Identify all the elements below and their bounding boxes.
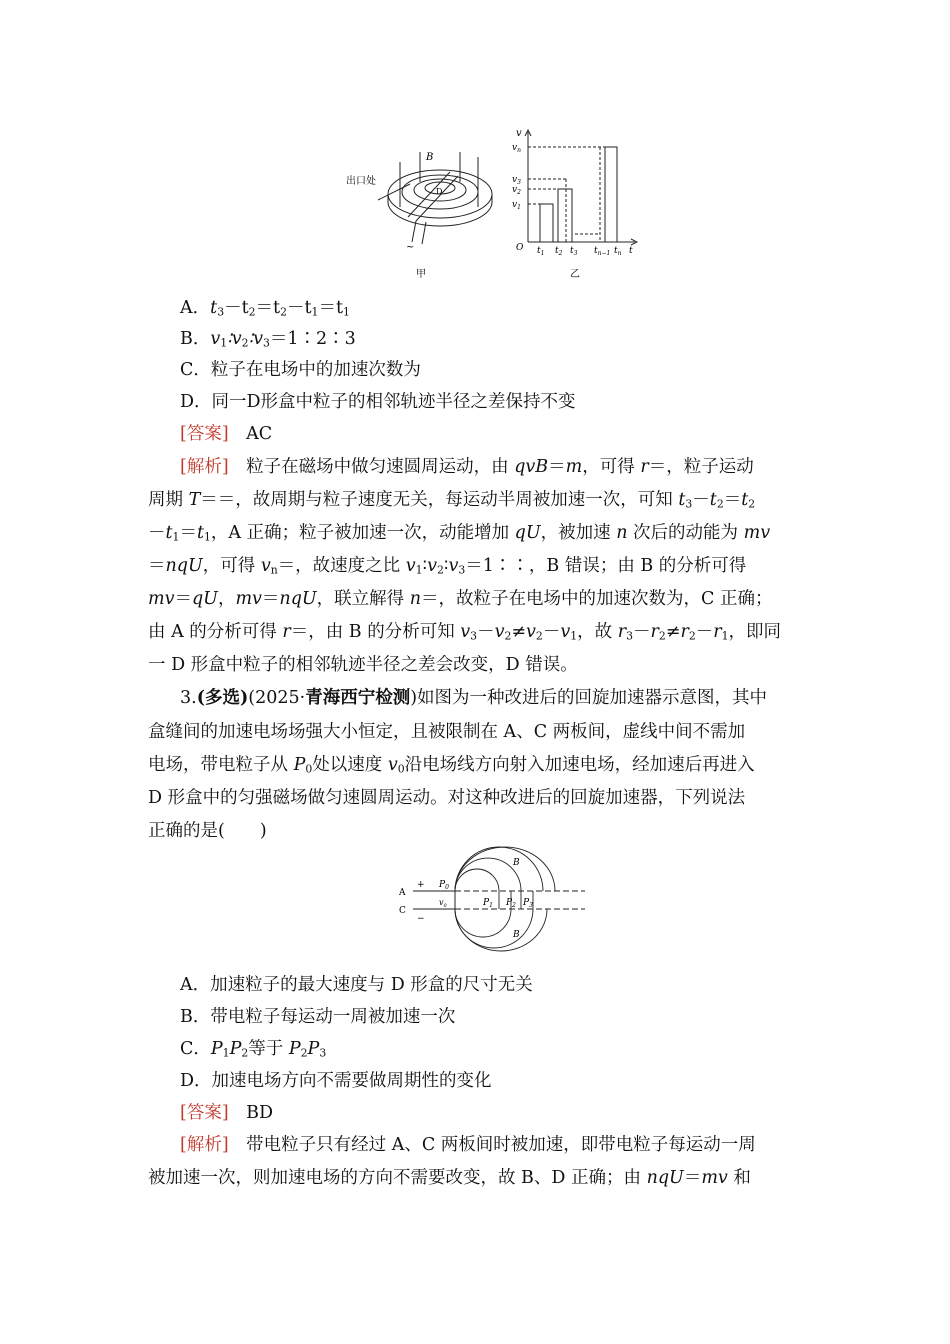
figure-yi-caption: 乙	[570, 269, 580, 280]
t3-label: $t_3$	[570, 246, 578, 257]
q3-option-b: B．带电粒子每运动一周被加速一次	[180, 1007, 456, 1027]
plate-a-label: A	[399, 888, 406, 898]
origin-label: O	[516, 243, 524, 253]
q2-analysis-line-1: [解析] 粒子在磁场中做匀速圆周运动，由 qvB＝m，可得 r＝，粒子运动	[180, 457, 754, 477]
d-label: D	[436, 187, 443, 196]
analysis-tag: [解析]	[180, 1135, 229, 1155]
p3-label: $P_3$	[523, 898, 533, 909]
b-field-label: B	[426, 152, 434, 163]
q3-analysis-line-2: 被加速一次，则加速电场的方向不需要改变，故 B、D 正确；由 nqU＝mv 和	[148, 1168, 751, 1188]
q2-analysis-line-3: $-t_1=t_1$，A 正确；粒子被加速一次，动能增加 qU，被加速 n 次后的动能为 mv	[148, 523, 771, 544]
q2-analysis-line-7: 一 D 形盒中粒子的相邻轨迹半径之差会改变，D 错误。	[148, 655, 578, 675]
answer-tag: [答案]	[180, 1103, 229, 1123]
q2-option-d: D．同一D形盒中粒子的相邻轨迹半径之差保持不变	[180, 392, 576, 412]
plate-a-plus: +	[417, 880, 425, 890]
q3-answer: [答案] BD	[180, 1103, 274, 1123]
q3-stem-line-5: 正确的是( )	[148, 821, 267, 841]
q2-analysis-line-2: 周期 T＝＝，故周期与粒子速度无关，每运动半周被加速一次，可知 $t_3-t_2=t_2$	[148, 490, 756, 511]
trajectory-arcs	[455, 847, 555, 951]
q3-stem-line-2: 盒缝间的加速电场场强大小恒定，且被限制在 A、C 两板间，虚线中间不需加	[148, 722, 746, 742]
improved-cyclotron-figure	[385, 845, 605, 955]
t1-label: $t_1$	[537, 246, 545, 257]
p2-label: $P_2$	[506, 898, 516, 909]
b-top-label: B	[513, 858, 520, 868]
vt-graph	[525, 130, 637, 245]
exit-label: 出口处	[346, 176, 376, 187]
ac-source-label: ~	[406, 242, 415, 253]
v-axis-label: v	[516, 128, 522, 139]
tn-label: $t_n$	[614, 246, 622, 257]
q2-analysis-line-6: 由 A 的分析可得 r＝，由 B 的分析可知 $v_3-v_2\ne v_2-v_1$，故 $r_3-r_2\ne r_2-r_1$，即同	[148, 622, 781, 643]
p0-label: $P_0$	[439, 880, 449, 891]
answer-tag: [答案]	[180, 424, 229, 444]
figure-jia-caption: 甲	[416, 269, 426, 280]
p1-label: $P_1$	[483, 898, 493, 909]
q3-option-d: D．加速电场方向不需要做周期性的变化	[180, 1071, 492, 1091]
v0-label: $v_0$	[439, 898, 447, 909]
q2-analysis-line-4: ＝nqU，可得 $v_n=$，故速度之比 $v_1∶v_2∶v_3=1∶∶$，B 错误；由 B 的分析可得	[148, 556, 747, 577]
b-bottom-label: B	[513, 930, 520, 940]
q3-stem-line-3: 电场，带电粒子从 $P_0$处以速度 $v_0$沿电场线方向射入加速电场，经加速后再进入	[148, 755, 755, 776]
q2-analysis-line-5: mv＝qU，mv＝nqU，联立解得 n＝，故粒子在电场中的加速次数为，C 正确；	[148, 589, 773, 609]
q3-stem-line-1: 3.(多选)(2025·青海西宁检测)如图为一种改进后的回旋加速器示意图，其中	[180, 688, 768, 708]
cyclotron-figure	[330, 122, 650, 287]
q2-answer: [答案] AC	[180, 424, 273, 444]
plate-c-label: C	[399, 906, 406, 916]
tn-1-label: $t_{n-1}$	[594, 246, 611, 257]
plate-c-minus: −	[417, 914, 425, 924]
q3-option-c: C．$P_1P_2$等于 $P_2P_3$	[180, 1039, 327, 1060]
q3-stem-line-4: D 形盒中的匀强磁场做匀速圆周运动。对这种改进后的回旋加速器，下列说法	[148, 788, 746, 808]
t-axis-label: t	[629, 246, 633, 256]
t2-label: $t_2$	[555, 246, 563, 257]
vn-label: $v_n$	[512, 143, 521, 154]
q3-analysis-line-1: [解析] 带电粒子只有经过 A、C 两板间时被加速，即带电粒子每运动一周	[180, 1135, 756, 1155]
v1-label: $v_1$	[512, 200, 521, 211]
analysis-tag: [解析]	[180, 457, 229, 477]
cyclotron-sketch	[378, 152, 492, 244]
q2-option-b: B．$v_1∶v_2∶v_3=1∶2∶3$	[180, 329, 356, 350]
v3-label: $v_3$	[512, 175, 521, 186]
q2-option-a: A．$t_3-t_2=t_2-t_1=t_1$	[180, 298, 350, 319]
q2-option-c: C．粒子在电场中的加速次数为	[180, 360, 421, 380]
v2-label: $v_2$	[512, 185, 521, 196]
q3-option-a: A．加速粒子的最大速度与 D 形盒的尺寸无关	[180, 975, 533, 995]
